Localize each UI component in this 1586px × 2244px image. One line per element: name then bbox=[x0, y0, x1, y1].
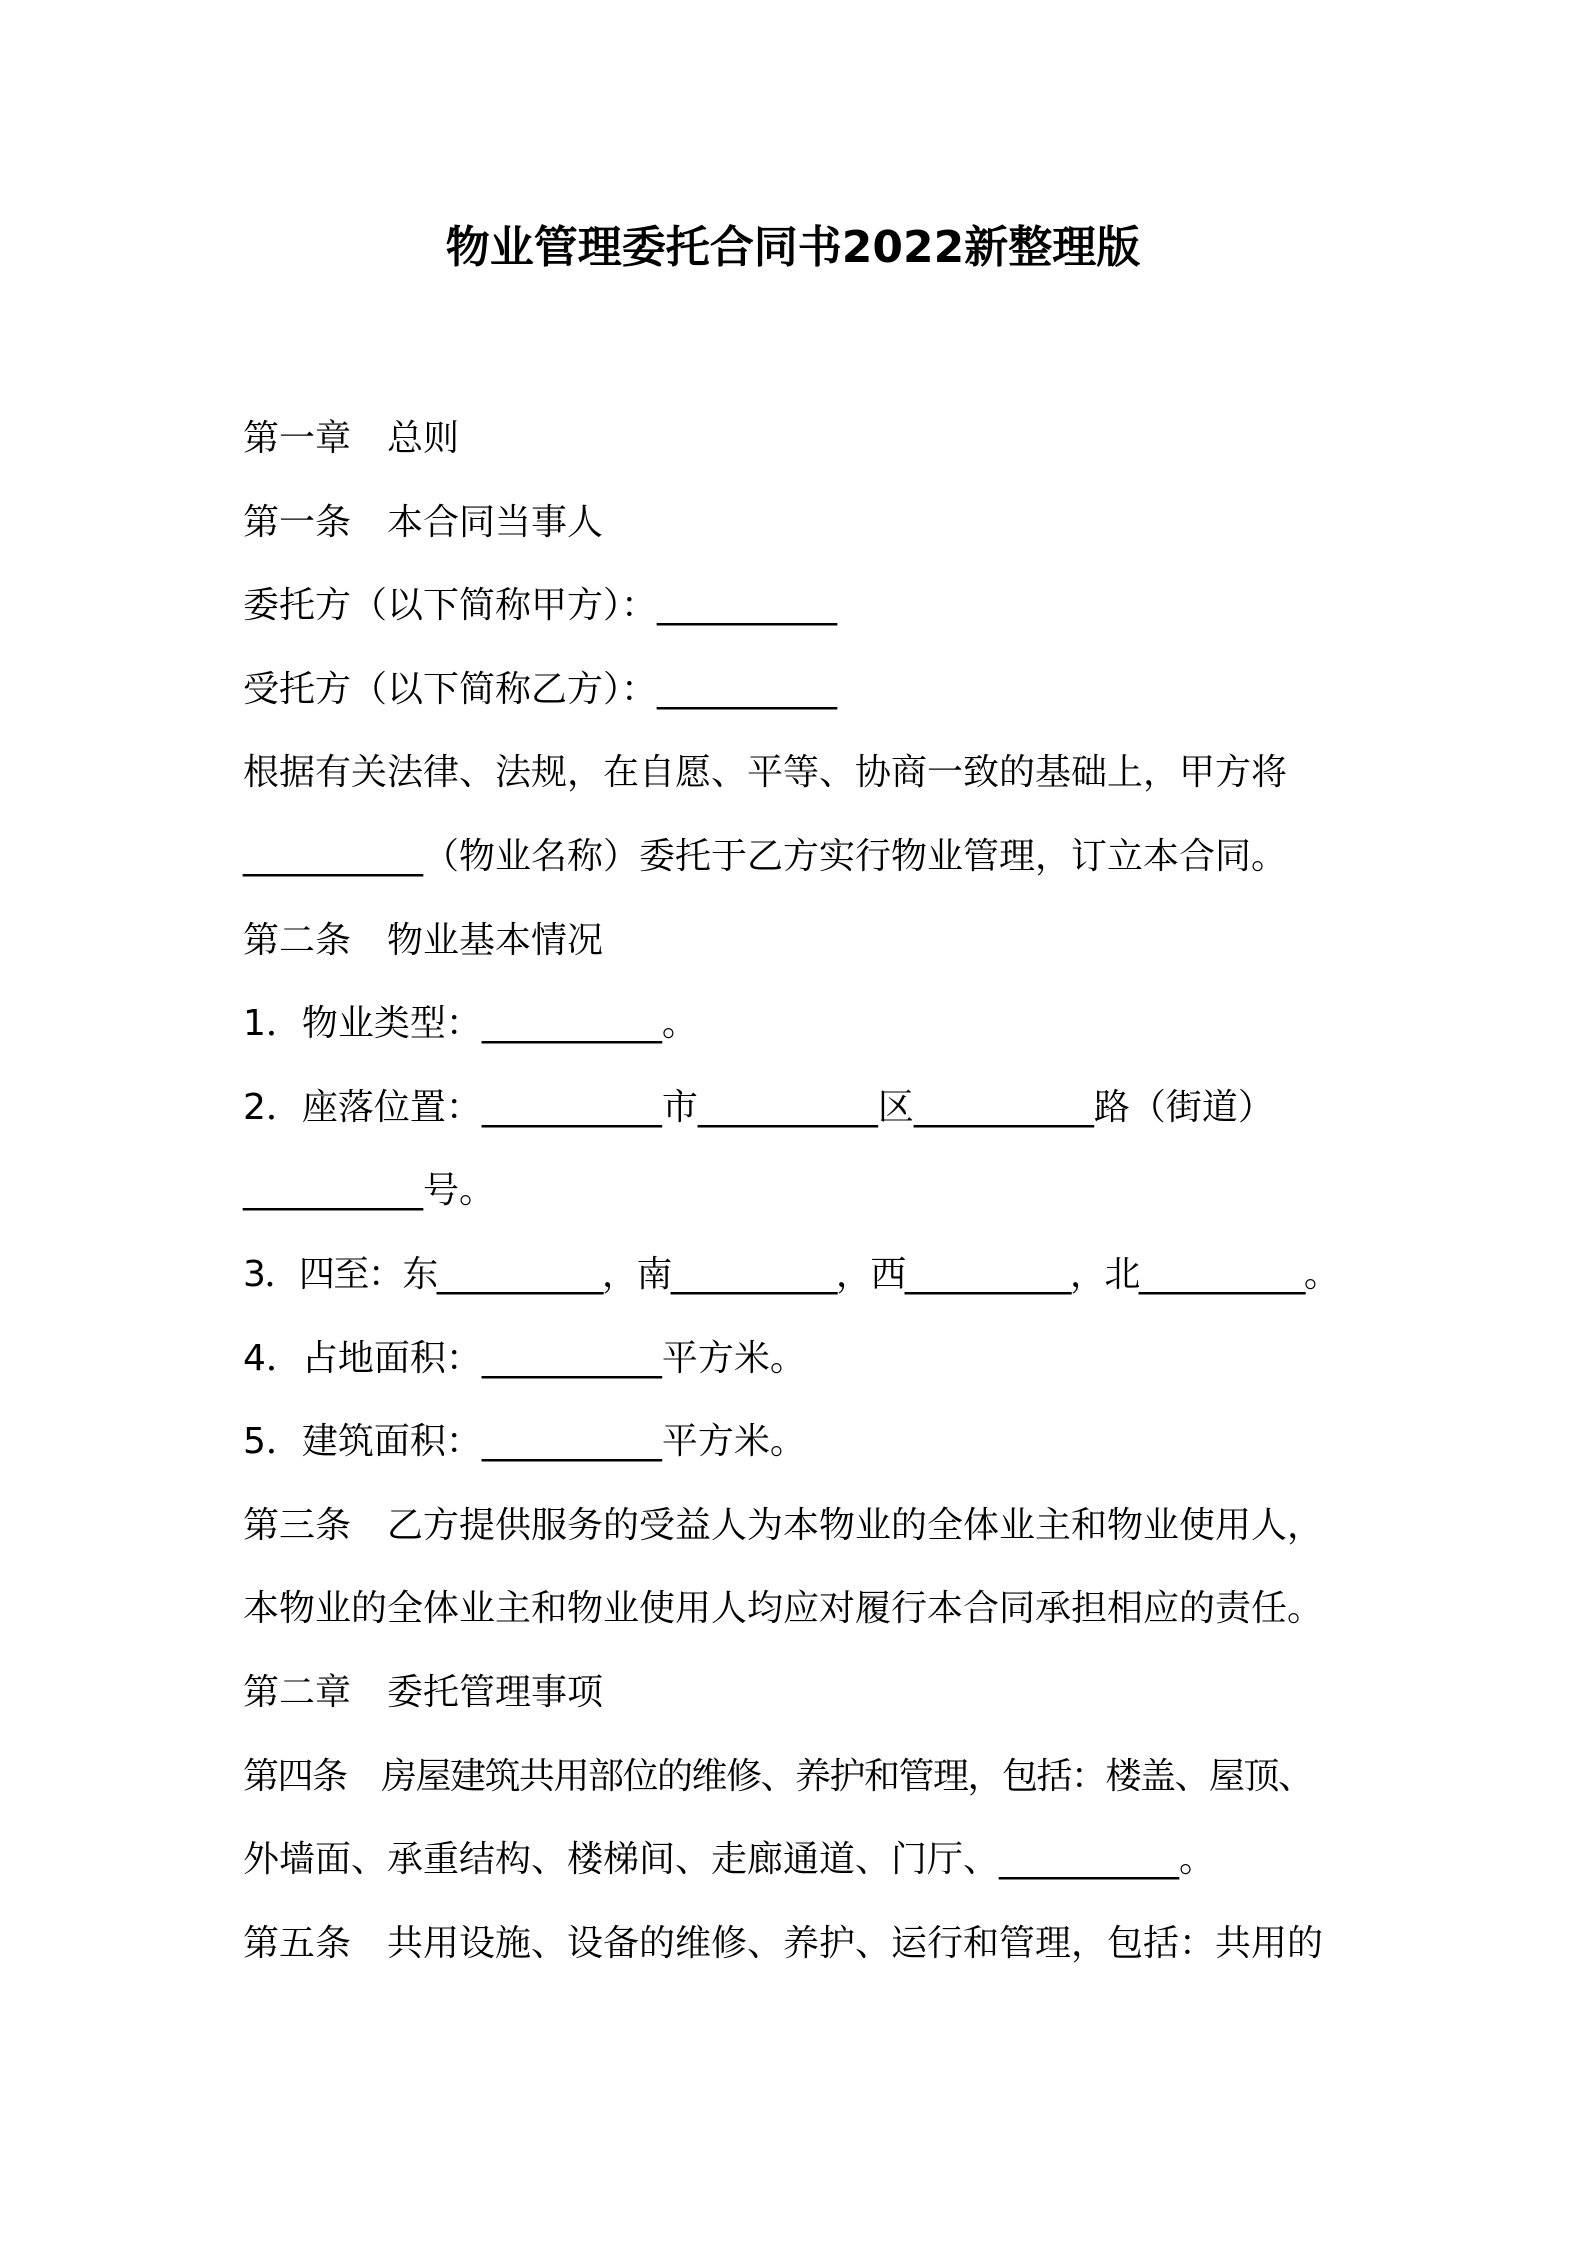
document-title: 物业管理委托合同书2022新整理版 bbox=[445, 222, 1141, 273]
text-line: 外墙面、承重结构、楼梯间、走廊通道、门厅、__________。 bbox=[243, 1839, 1216, 1881]
text-line: 本物业的全体业主和物业使用人均应对履行本合同承担相应的责任。 bbox=[243, 1588, 1324, 1630]
text-line: 2．座落位置：__________市__________区__________路（街道） bbox=[243, 1086, 1274, 1128]
text-line: 5．建筑面积：__________平方米。 bbox=[243, 1421, 806, 1463]
text-line: 第四条 房屋建筑共用部位的维修、养护和管理，包括：楼盖、屋顶、 bbox=[243, 1755, 1313, 1797]
chapter-heading: 第一章 总则 bbox=[243, 418, 460, 459]
text-line: 第三条 乙方提供服务的受益人为本物业的全体业主和物业使用人， bbox=[243, 1504, 1324, 1546]
text-line: 1．物业类型：__________。 bbox=[243, 1003, 698, 1045]
text-line: 委托方（以下简称甲方）：__________ bbox=[243, 585, 838, 627]
text-line: 第五条 共用设施、设备的维修、养护、运行和管理，包括：共用的 bbox=[243, 1922, 1324, 1964]
article-heading: 第一条 本合同当事人 bbox=[243, 501, 604, 543]
article-heading: 第二条 物业基本情况 bbox=[243, 919, 604, 961]
text-line: 3．四至：东__________，南__________，西__________，北__________。 bbox=[243, 1253, 1339, 1295]
text-line: 受托方（以下简称乙方）：__________ bbox=[243, 668, 838, 710]
text-line: __________（物业名称）委托于乙方实行物业管理，订立本合同。 bbox=[243, 835, 1288, 877]
text-line: 根据有关法律、法规，在自愿、平等、协商一致的基础上，甲方将 bbox=[243, 752, 1288, 794]
text-line: 4．占地面积：__________平方米。 bbox=[243, 1337, 806, 1379]
document-body bbox=[243, 397, 1403, 1985]
text-line: __________号。 bbox=[243, 1170, 496, 1212]
chapter-heading: 第二章 委托管理事项 bbox=[243, 1671, 604, 1713]
